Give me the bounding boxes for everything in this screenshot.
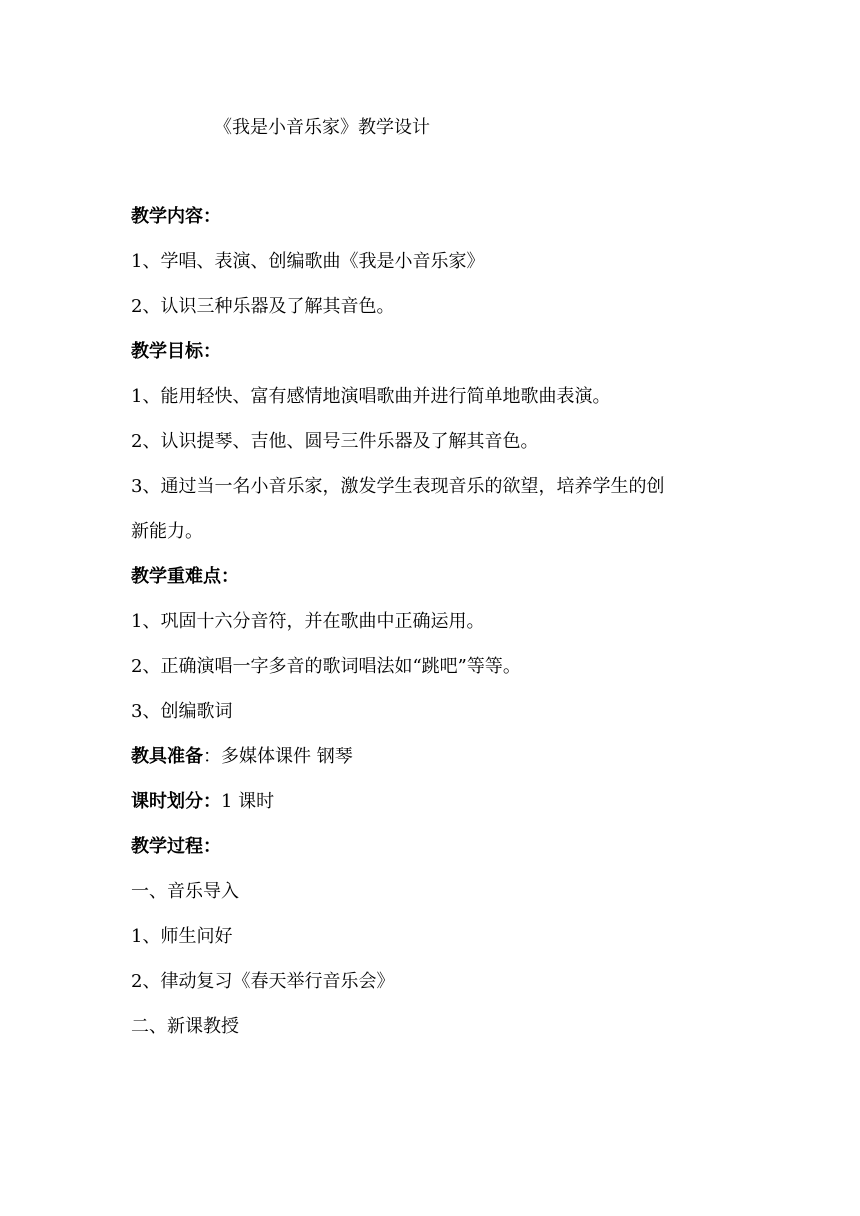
goal-item-3: 3、通过当一名小音乐家，激发学生表现音乐的欲望，培养学生的创 [131, 476, 665, 497]
document-title: 《我是小音乐家》教学设计 [214, 117, 430, 138]
goal-item-3-continued: 新能力。 [131, 521, 203, 542]
key-point-item-2: 2、正确演唱一字多音的歌词唱法如“跳吧”等等。 [131, 656, 521, 677]
content-item-1: 1、学唱、表演、创编歌曲《我是小音乐家》 [131, 251, 485, 272]
key-point-item-1: 1、巩固十六分音符，并在歌曲中正确运用。 [131, 611, 485, 632]
process-step-1-item-2: 2、律动复习《春天举行音乐会》 [131, 971, 395, 992]
section-heading-process: 教学过程： [131, 836, 221, 857]
teaching-aids-separator: ： [203, 746, 221, 767]
content-item-2: 2、认识三种乐器及了解其音色。 [131, 296, 395, 317]
section-heading-content: 教学内容： [131, 206, 221, 227]
section-heading-goals: 教学目标： [131, 341, 221, 362]
class-hours-line [131, 791, 731, 813]
goal-item-2: 2、认识提琴、吉他、圆号三件乐器及了解其音色。 [131, 431, 539, 452]
process-step-2: 二、新课教授 [131, 1016, 239, 1037]
teaching-aids-line [131, 746, 731, 768]
process-step-1: 一、音乐导入 [131, 881, 239, 902]
section-heading-key-points: 教学重难点： [131, 566, 239, 587]
class-hours-value: 1 课时 [221, 791, 275, 812]
teaching-aids-label: 教具准备 [131, 746, 203, 767]
document-body [131, 206, 731, 1061]
process-step-1-item-1: 1、师生问好 [131, 926, 233, 947]
key-point-item-3: 3、创编歌词 [131, 701, 233, 722]
teaching-aids-value: 多媒体课件 钢琴 [221, 746, 353, 767]
class-hours-label: 课时划分： [131, 791, 221, 812]
goal-item-1: 1、能用轻快、富有感情地演唱歌曲并进行简单地歌曲表演。 [131, 386, 611, 407]
